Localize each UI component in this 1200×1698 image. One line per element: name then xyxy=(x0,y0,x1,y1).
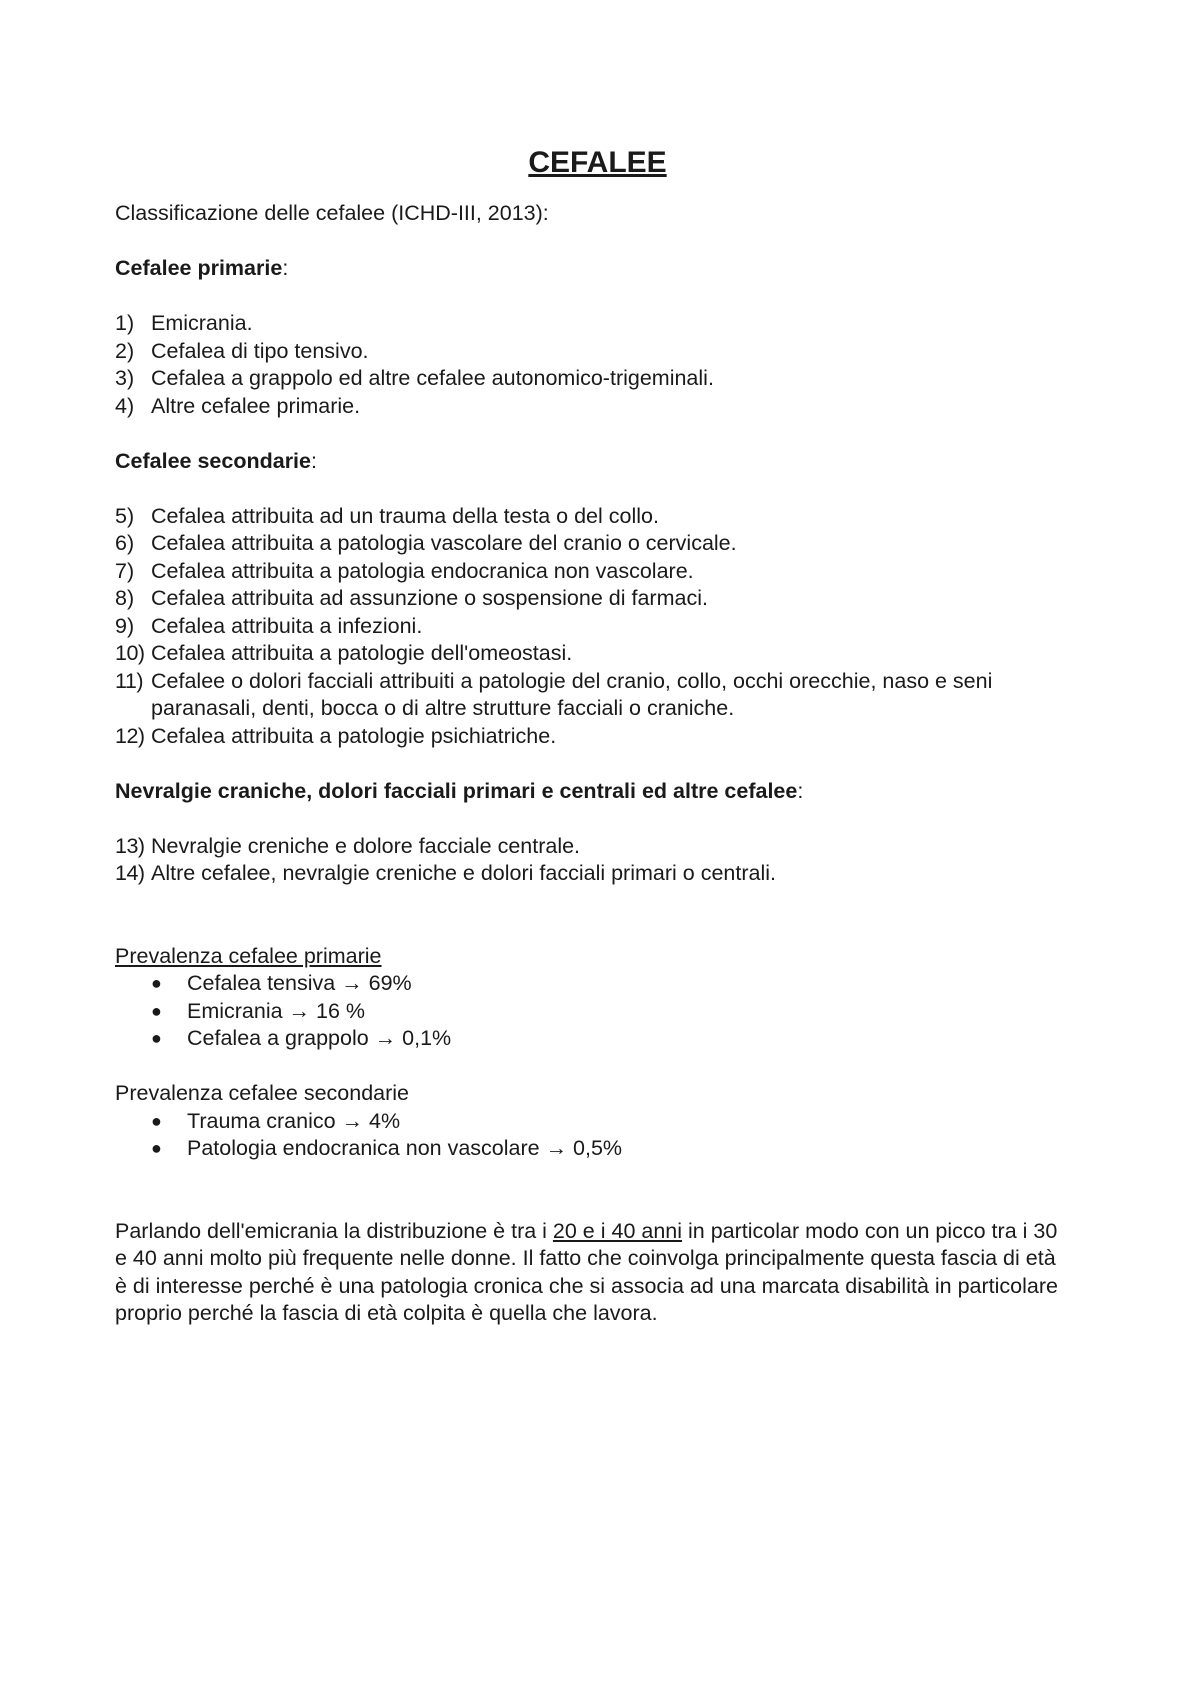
list-number: 2) xyxy=(115,338,135,363)
list-item-text: Nevralgie creniche e dolore facciale centrale. xyxy=(151,833,581,858)
list-number: 7) xyxy=(115,558,135,583)
list-number: 4) xyxy=(115,393,135,418)
bullet-icon: ● xyxy=(151,973,162,993)
list-item xyxy=(115,310,1070,338)
list-item xyxy=(115,970,1070,998)
list-item-text: Emicrania → 16 % xyxy=(187,998,366,1023)
neuralgias-list xyxy=(115,833,1070,888)
primary-heading-text: Cefalee primarie xyxy=(115,256,283,280)
list-item-text: Emicrania. xyxy=(151,311,253,335)
secondary-list xyxy=(115,503,1070,751)
secondary-heading-colon: : xyxy=(311,448,317,473)
neuralgias-heading-text: Nevralgie craniche, dolori facciali primari e centrali ed altre cefalee xyxy=(115,778,798,803)
prevalence-secondary-heading: Prevalenza cefalee secondarie xyxy=(115,1081,410,1105)
primary-heading-colon: : xyxy=(282,256,289,280)
list-item-text: Cefalea attribuita a infezioni. xyxy=(151,613,423,638)
list-number: 8) xyxy=(115,586,135,610)
list-item-text: Altre cefalee, nevralgie creniche e dolori facciali primari o centrali. xyxy=(151,861,776,885)
list-item xyxy=(115,668,1070,723)
list-item xyxy=(115,393,1070,421)
list-number: 13) xyxy=(115,833,145,858)
list-item-text: Cefalea di tipo tensivo. xyxy=(151,338,369,363)
list-item-text: Cefalea attribuita a patologia vascolare del cranio o cervicale. xyxy=(151,531,737,555)
list-item xyxy=(115,365,1070,393)
secondary-heading xyxy=(115,448,1070,476)
list-number: 3) xyxy=(115,366,135,390)
list-item xyxy=(115,640,1070,668)
list-item xyxy=(115,1135,1070,1163)
list-item-text: Cefalee o dolori facciali attribuiti a patologie del cranio, collo, occhi orecchie, naso e seni paranasali, denti, bocca o di altre strutture facciali o craniche. xyxy=(151,668,993,720)
list-item-text: Cefalea a grappolo ed altre cefalee autonomico-trigeminali. xyxy=(151,366,714,390)
prevalence-primary-list xyxy=(115,970,1070,1053)
spacer xyxy=(115,750,1070,778)
list-item xyxy=(115,558,1070,586)
list-number: 6) xyxy=(115,531,135,555)
list-number: 9) xyxy=(115,613,135,638)
closing-text-after: in particolar modo con un picco tra i 30 e 40 anni molto più frequente nelle donne. Il fatto che coinvolga principalmente questa fascia di età è di interesse perché è una patologia cronica che si associa ad una marcata disabilità in particolare proprio perché la fascia di età colpita è quella che lavora. xyxy=(115,1218,1058,1325)
list-item-text: Cefalea attribuita ad un trauma della testa o del collo. xyxy=(151,503,659,528)
list-number: 12) xyxy=(115,723,145,748)
spacer xyxy=(115,475,1070,503)
spacer xyxy=(115,420,1070,448)
bullet-icon: ● xyxy=(151,1000,162,1021)
spacer xyxy=(115,1053,1070,1081)
primary-heading xyxy=(115,255,1070,283)
list-item-text: Cefalea attribuita ad assunzione o sospensione di farmaci. xyxy=(151,586,708,610)
list-item-text: Cefalea tensiva → 69% xyxy=(187,971,412,995)
spacer xyxy=(115,888,1070,943)
spacer xyxy=(115,228,1070,256)
list-item-text: Patologia endocranica non vascolare → 0,5% xyxy=(187,1136,623,1160)
list-number: 5) xyxy=(115,503,135,528)
list-number: 10) xyxy=(115,641,145,665)
closing-text-before: Parlando dell'emicrania la distribuzione è tra i xyxy=(115,1218,553,1243)
list-item-text: Cefalea a grappolo → 0,1% xyxy=(187,1026,452,1050)
list-item-text: Altre cefalee primarie. xyxy=(151,393,361,418)
spacer xyxy=(115,1163,1070,1218)
intro-text: Classificazione delle cefalee (ICHD-III, 2013): xyxy=(115,201,549,225)
list-number: 14) xyxy=(115,861,145,885)
list-number: 11) xyxy=(115,668,143,693)
bullet-icon: ● xyxy=(151,1028,162,1048)
list-item xyxy=(115,833,1070,861)
bullet-icon: ● xyxy=(151,1138,162,1158)
prevalence-secondary-list xyxy=(115,1108,1070,1163)
spacer xyxy=(115,283,1070,311)
closing-paragraph xyxy=(115,1218,1070,1328)
list-item xyxy=(115,613,1070,641)
list-item xyxy=(115,503,1070,531)
list-item-text: Trauma cranico → 4% xyxy=(187,1108,401,1133)
list-item xyxy=(115,1025,1070,1053)
prevalence-primary-heading: Prevalenza cefalee primarie xyxy=(115,943,382,968)
list-item xyxy=(115,530,1070,558)
list-item-text: Cefalea attribuita a patologia endocranica non vascolare. xyxy=(151,558,694,583)
list-item xyxy=(115,338,1070,366)
list-item xyxy=(115,860,1070,888)
list-item xyxy=(115,585,1070,613)
primary-list xyxy=(115,310,1070,420)
neuralgias-heading xyxy=(115,778,1070,806)
list-item xyxy=(115,998,1070,1026)
list-item xyxy=(115,1108,1070,1136)
age-range-highlight: 20 e i 40 anni xyxy=(552,1218,683,1243)
neuralgias-heading-colon: : xyxy=(797,778,804,803)
bullet-icon: ● xyxy=(151,1110,162,1131)
page-title: CEFALEE xyxy=(528,146,667,179)
list-item-text: Cefalea attribuita a patologie dell'omeostasi. xyxy=(151,641,573,665)
list-item-text: Cefalea attribuita a patologie psichiatriche. xyxy=(151,723,557,748)
list-number: 1) xyxy=(115,311,135,335)
list-item xyxy=(115,723,1070,751)
secondary-heading-text: Cefalee secondarie xyxy=(115,448,311,473)
spacer xyxy=(115,805,1070,833)
